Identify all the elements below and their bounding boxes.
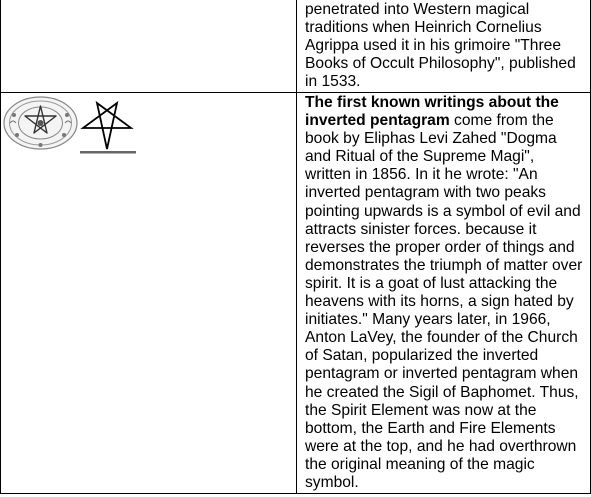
bold-heading-text: The first known writings about the inverted pentagram [305,94,559,130]
empty-cell [1,0,297,93]
table-row [1,93,591,494]
text-cell [297,0,591,93]
image-group [1,93,296,155]
text-cell [297,93,591,494]
image-cell [1,93,297,494]
circular-pentagram-seal-icon [2,95,79,151]
body-text: come from the book by Eliphas Levi Zahed "Dogma and Ritual of the Supreme Magi", written in 1856. In it he wrote: "An inverted pentagram with two peaks pointing upwards is a symbol of evil and attracts sinister forces. because it reverses the proper order of things and demonstrates the triumph of matter over spirit. It is a goat of lust attacking the heavens with its horns, a sign hated by initiates." Many years later, in 1966, Anton LaVey, the founder of the Church of Satan, popularized the inverted pentagram or inverted pentagram when he created the Sigil of Baphomet. Thus, the Spirit Element was now at the bottom, the Earth and Fire Elements were at the top, and he had overthrown the original meaning of the magic symbol. [305,112,583,491]
paragraph [305,93,584,492]
inverted-pentagram-icon [79,95,137,155]
table-row [1,0,591,93]
paragraph: penetrated into Western magical traditions when Heinrich Cornelius Agrippa used it in his grimoire "Three Books of Occult Philosophy", published in 1533. [305,1,576,91]
